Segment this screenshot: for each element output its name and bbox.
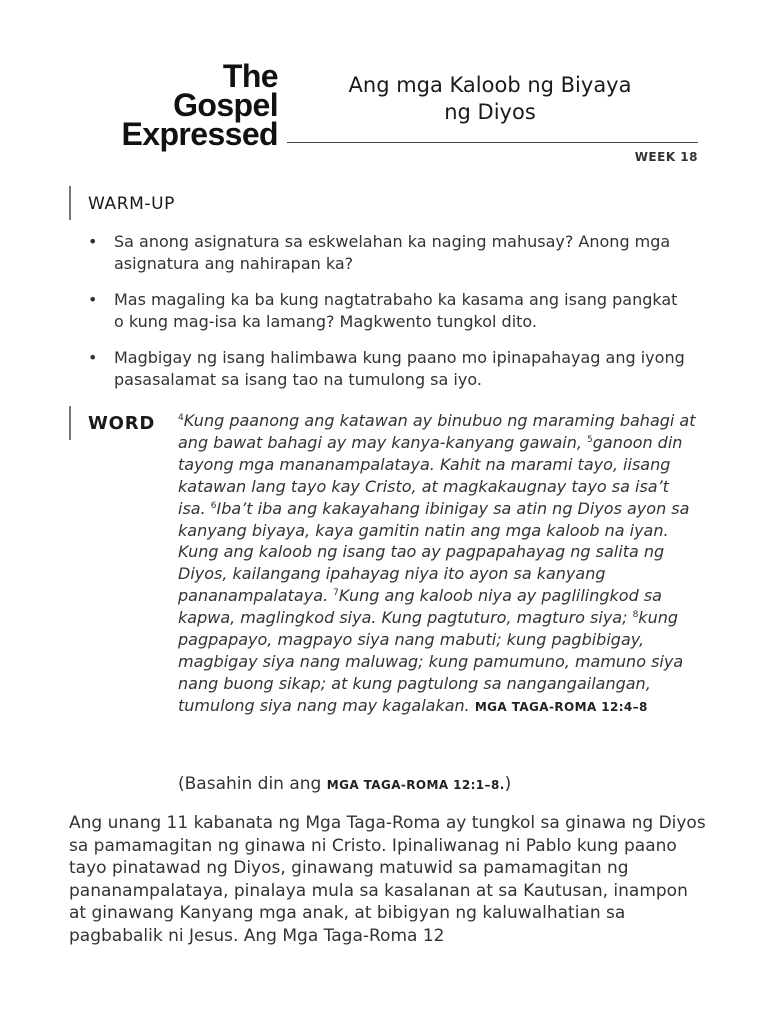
also-read-prefix: (Basahin din ang bbox=[178, 774, 327, 794]
also-read-note bbox=[178, 774, 511, 794]
verse-number-5: 5 bbox=[587, 434, 593, 445]
warmup-section-bar bbox=[69, 186, 71, 220]
logo-line-1: The bbox=[222, 58, 278, 94]
scripture-reference: MGA TAGA-ROMA 12:4–8 bbox=[474, 699, 648, 714]
verse-5-text: ganoon din tayong mga mananampalataya. Kahit na marami tayo, iisang katawan lang tayo kay Cristo, at magkakaugnay tayo sa isa’t isa. bbox=[178, 432, 683, 518]
logo-line-3: Expressed bbox=[121, 116, 278, 152]
word-heading: WORD bbox=[88, 413, 156, 434]
warmup-question-3 bbox=[88, 347, 688, 391]
header-divider bbox=[287, 142, 698, 143]
lesson-title-line-1: Ang mga Kaloob ng Biyaya bbox=[348, 73, 632, 97]
bullet-icon: • bbox=[88, 348, 98, 367]
verse-number-8: 8 bbox=[632, 610, 639, 621]
warmup-question-1 bbox=[88, 231, 688, 275]
also-read-suffix: ) bbox=[504, 774, 512, 794]
warmup-question-text: Mas magaling ka ba kung nagtatrabaho ka kasama ang isang pangkat o kung mag-isa ka lamang? Magkwento tungkol dito. bbox=[114, 290, 678, 331]
warmup-question-text: Magbigay ng isang halimbawa kung paano mo ipinapahayag ang iyong pasasalamat sa isang tao na tumulong sa iyo. bbox=[114, 348, 685, 389]
lesson-title-line-2: ng Diyos bbox=[444, 100, 536, 124]
body-paragraph: Ang unang 11 kabanata ng Mga Taga-Roma ay tungkol sa ginawa ng Diyos sa pamamagitan ng ginawa ni Cristo. Ipinaliwanag ni Pablo kung paano tayo pinatawad ng Diyos, ginawang matuwid sa pamamagitan ng pananampalataya, pinalaya mula sa kasalanan at sa Kautusan, inampon at ginawang Kanyang mga anak, at bibigyan ng kaluwalhatian sa pagbabalik ni Jesus. Ang Mga Taga-Roma 12 bbox=[69, 813, 706, 946]
warmup-question-text: Sa anong asignatura sa eskwelahan ka naging mahusay? Anong mga asignatura ang nahirapan ka? bbox=[114, 232, 671, 273]
week-label: WEEK 18 bbox=[634, 150, 698, 164]
scripture-passage bbox=[178, 410, 698, 719]
also-read-reference: MGA TAGA-ROMA 12:1–8. bbox=[326, 778, 505, 792]
warmup-question-2 bbox=[88, 289, 688, 333]
word-section-bar bbox=[69, 406, 71, 440]
logo-line-2: Gospel bbox=[173, 87, 278, 123]
bullet-icon: • bbox=[88, 290, 98, 309]
verse-4-text: Kung paanong ang katawan ay binubuo ng maraming bahagi at ang bawat bahagi ay may kanya-kanyang gawain, bbox=[178, 411, 696, 452]
verse-number-7: 7 bbox=[333, 588, 339, 599]
bullet-icon: • bbox=[88, 232, 98, 251]
gospel-expressed-logo bbox=[78, 58, 278, 152]
verse-8-text: kung pagpapayo, magpayo siya nang mabuti; kung pagbibigay, magbigay siya nang maluwag; kung pamumuno, mamuno siya nang buong sikap; at kung pagtulong sa nangangailangan, tumulong siya nang may kagalakan. bbox=[178, 608, 684, 715]
verse-number-6: 6 bbox=[210, 500, 217, 511]
warmup-heading: WARM-UP bbox=[88, 194, 176, 214]
lesson-title bbox=[300, 72, 680, 126]
warmup-question-list bbox=[88, 231, 688, 405]
verse-7-text: Kung ang kaloob niya ay paglilingkod sa kapwa, maglingkod siya. Kung pagtuturo, magturo siya; bbox=[178, 586, 662, 628]
verse-number-4: 4 bbox=[178, 413, 184, 423]
verse-6-text: Iba’t iba ang kakayahang ibinigay sa atin ng Diyos ayon sa kanyang biyaya, kaya gamitin natin ang mga kaloob na iyan. Kung ang kaloob ng isang tao ay pagpapahayag ng salita ng Diyos, kailangang ipahayag niya ito ayon sa kanyang pananampalataya. bbox=[178, 498, 690, 606]
